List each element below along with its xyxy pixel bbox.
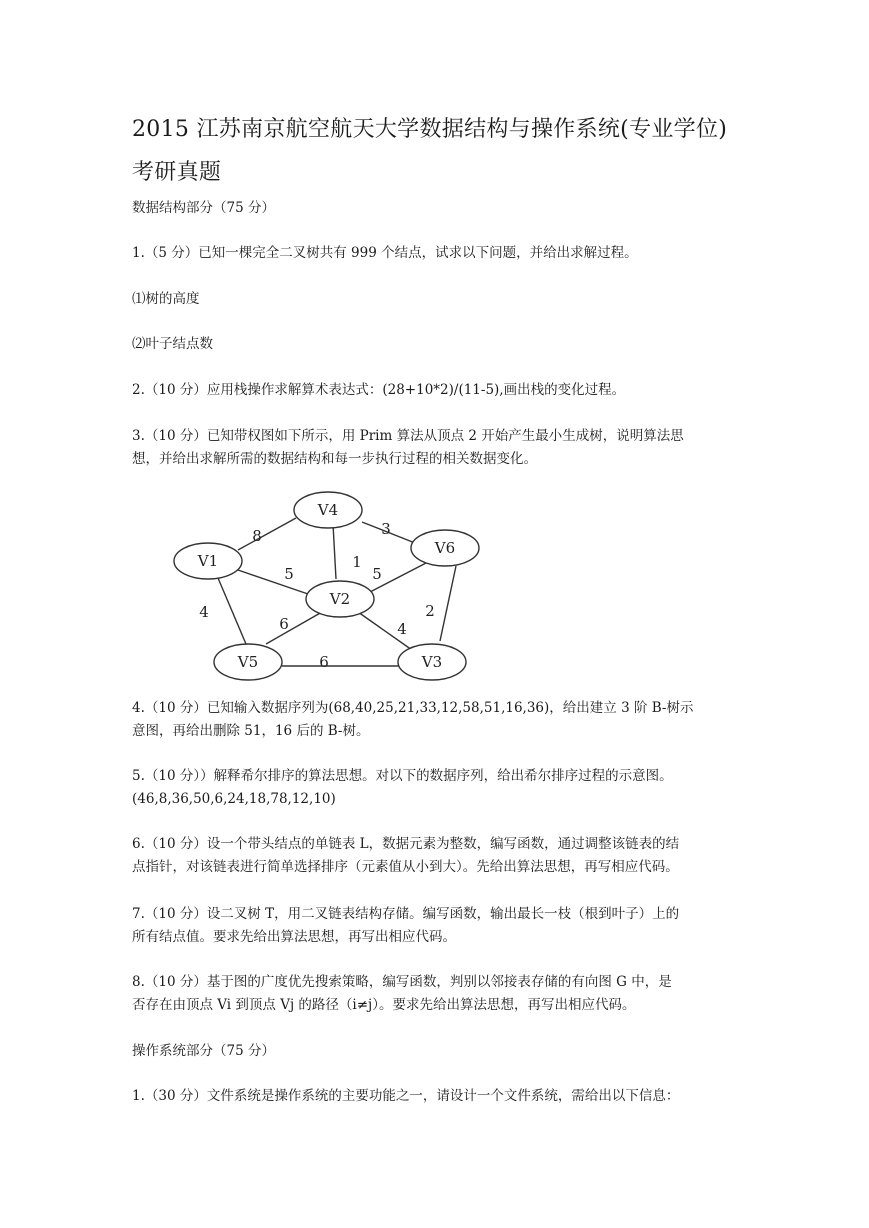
edge-v5-v2 bbox=[266, 612, 322, 644]
weight-v6-v2: 5 bbox=[372, 565, 382, 583]
question-3-line1: 3.（10 分）已知带权图如下所示，用 Prim 算法从顶点 2 开始产生最小生成树，说明算法思 bbox=[132, 428, 684, 444]
edge-v1-v5 bbox=[218, 578, 246, 644]
os-question-1: 1.（30 分）文件系统是操作系统的主要功能之一，请设计一个文件系统，需给出以下信息： bbox=[132, 1088, 680, 1104]
question-3-line2: 想，并给出求解所需的数据结构和每一步执行过程的相关数据变化。 bbox=[132, 451, 537, 467]
weight-v5-v2: 6 bbox=[279, 615, 289, 633]
node-label-v3: V3 bbox=[421, 653, 443, 671]
question-6-line2: 点指针，对该链表进行简单选择排序（元素值从小到大）。先给出算法思想，再写相应代码。 bbox=[132, 859, 679, 875]
question-1-part-b: ⑵叶子结点数 bbox=[132, 336, 213, 352]
question-6-line1: 6.（10 分）设一个带头结点的单链表 L，数据元素为整数，编写函数，通过调整该链表的结 bbox=[132, 836, 680, 852]
question-8-line2: 否存在由顶点 Vi 到顶点 Vj 的路径（i≠j）。要求先给出算法思想，再写出相应代码。 bbox=[132, 997, 636, 1013]
section-header-data-structures: 数据结构部分（75 分） bbox=[132, 200, 275, 216]
weight-v6-v3: 2 bbox=[425, 602, 435, 620]
node-label-v5: V5 bbox=[237, 653, 259, 671]
question-7-line1: 7.（10 分）设二叉树 T，用二叉链表结构存储。编写函数，输出最长一枝（根到叶子）上的 bbox=[132, 906, 680, 922]
edge-v1-v4 bbox=[238, 518, 296, 550]
document-title-line1: 2015 江苏南京航空航天大学数据结构与操作系统(专业学位) bbox=[132, 117, 728, 142]
question-5-line2: (46,8,36,50,6,24,18,78,12,10) bbox=[132, 791, 336, 807]
question-1-part-a: ⑴树的高度 bbox=[132, 291, 200, 307]
weight-v2-v3: 4 bbox=[397, 620, 407, 638]
weight-v1-v4: 8 bbox=[252, 527, 262, 545]
weighted-graph-figure bbox=[160, 488, 490, 688]
edge-v6-v3 bbox=[440, 566, 456, 641]
question-1: 1.（5 分）已知一棵完全二叉树共有 999 个结点，试求以下问题，并给出求解过程。 bbox=[132, 245, 638, 261]
question-2: 2.（10 分）应用栈操作求解算术表达式：(28+10*2)/(11-5),画出栈的变化过程。 bbox=[132, 382, 626, 398]
node-label-v2: V2 bbox=[329, 590, 351, 608]
weight-v4-v2: 1 bbox=[352, 553, 362, 571]
weight-v5-v3: 6 bbox=[319, 653, 329, 671]
section-header-operating-systems: 操作系统部分（75 分） bbox=[132, 1043, 275, 1059]
weight-v1-v2: 5 bbox=[284, 565, 294, 583]
edge-v4-v2 bbox=[333, 524, 336, 579]
question-7-line2: 所有结点值。要求先给出算法思想，再写出相应代码。 bbox=[132, 929, 456, 945]
question-5-line1: 5.（10 分））解释希尔排序的算法思想。对以下的数据序列，给出希尔排序过程的示意图。 bbox=[132, 768, 673, 784]
question-8-line1: 8.（10 分）基于图的广度优先搜索策略，编写函数，判别以邻接表存储的有向图 G 中，是 bbox=[132, 974, 672, 990]
weight-v1-v5: 4 bbox=[199, 603, 209, 621]
node-label-v6: V6 bbox=[434, 539, 456, 557]
node-label-v4: V4 bbox=[317, 501, 339, 519]
document-title-line2: 考研真题 bbox=[132, 160, 222, 185]
question-4-line2: 意图，再给出删除 51，16 后的 B-树。 bbox=[132, 723, 370, 739]
weight-v4-v6: 3 bbox=[381, 520, 391, 538]
node-label-v1: V1 bbox=[197, 552, 219, 570]
question-4-line1: 4.（10 分）已知输入数据序列为(68,40,25,21,33,12,58,51,16,36)，给出建立 3 阶 B-树示 bbox=[132, 700, 694, 716]
edge-v1-v2 bbox=[238, 570, 308, 594]
